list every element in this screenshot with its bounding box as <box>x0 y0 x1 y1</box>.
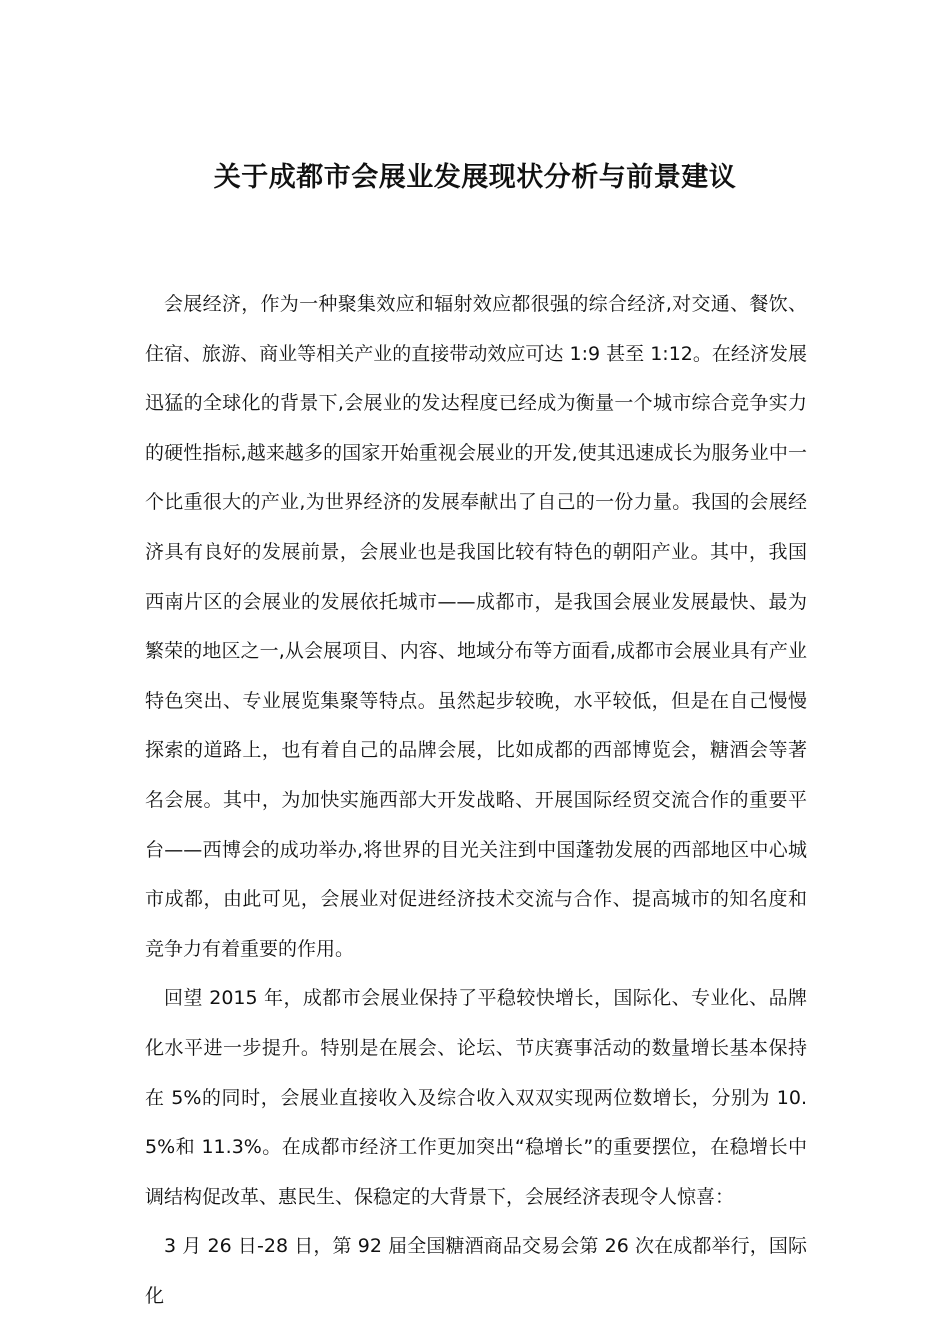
paragraph-intro: 会展经济，作为一种聚集效应和辐射效应都很强的综合经济,对交通、餐饮、住宿、旅游、商业等相关产业的直接带动效应可达 1:9 甚至 1:12。在经济发展迅猛的全球化的背景下,会展业的发达程度已经成为衡量一个城市综合竞争实力的硬性指标,越来越多的国家开始重视会展业的开发,使其迅速成长为服务业中一个比重很大的产业,为世界经济的发展奉献出了自己的一份力量。我国的会展经济具有良好的发展前景，会展业也是我国比较有特色的朝阳产业。其中，我国西南片区的会展业的发展依托城市——成都市，是我国会展业发展最快、最为繁荣的地区之一,从会展项目、内容、地域分布等方面看,成都市会展业具有产业特色突出、专业展览集聚等特点。虽然起步较晚，水平较低，但是在自己慢慢探索的道路上，也有着自己的品牌会展，比如成都的西部博览会，糖酒会等著名会展。其中，为加快实施西部大开发战略、开展国际经贸交流合作的重要平台——西博会的成功举办,将世界的目光关注到中国蓬勃发展的西部地区中心城市成都，由此可见，会展业对促进经济技术交流与合作、提高城市的知名度和竞争力有着重要的作用。 <box>145 293 807 960</box>
paragraph-2015-review: 回望 2015 年，成都市会展业保持了平稳较快增长，国际化、专业化、品牌化水平进一步提升。特别是在展会、论坛、节庆赛事活动的数量增长基本保持在 5%的同时，会展业直接收入及综合收入双双实现两位数增长，分别为 10.5%和 11.3%。在成都市经济工作更加突出“稳增长”的重要摆位，在稳增长中调结构促改革、惠民生、保稳定的大背景下，会展经济表现令人惊喜： <box>145 987 807 1208</box>
paragraph-sugar-wine-fair: 3 月 26 日-28 日，第 92 届全国糖酒商品交易会第 26 次在成都举行，国际化 <box>145 1235 807 1307</box>
document-title: 关于成都市会展业发展现状分析与前景建议 <box>213 162 737 193</box>
document-body <box>145 280 807 1321</box>
